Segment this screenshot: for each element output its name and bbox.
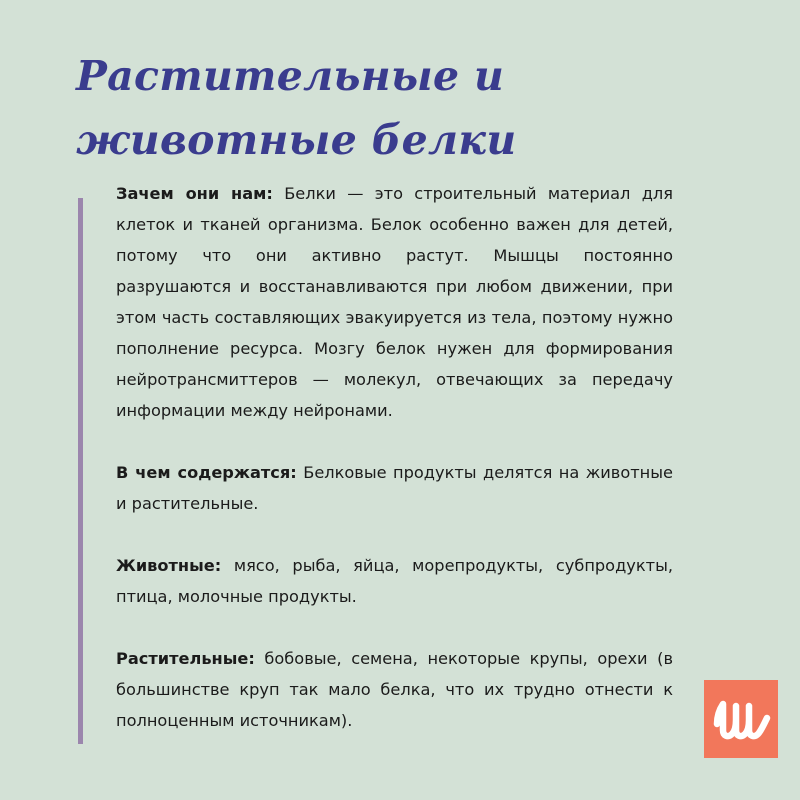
accent-bar [78, 198, 83, 744]
script-sh-letter-icon [704, 680, 778, 758]
section-plant [116, 643, 673, 736]
section-heading: В чем содержатся: [116, 463, 297, 482]
brand-logo [704, 680, 778, 758]
section-text: бобовые, семена, некоторые крупы, орехи (в большинстве круп так мало белка, что их трудно отнести к полноценным источникам). [116, 649, 673, 730]
section-heading: Растительные: [116, 649, 255, 668]
section-why [116, 178, 673, 426]
section-animal [116, 550, 673, 612]
section-text: мясо, рыба, яйца, морепродукты, субпродукты, птица, молочные продукты. [116, 556, 673, 606]
section-text: Белки — это строительный материал для клеток и тканей организма. Белок особенно важен для детей, потому что они активно растут. Мышцы постоянно разрушаются и восстанавливаются при любом движении, при этом часть составляющих эвакуируется из тела, поэтому нужно пополнение ресурса. Мозгу белок нужен для формирования нейротрансмиттеров — молекул, отвечающих за передачу информации между нейронами. [116, 184, 674, 420]
page-title: Растительные и животные белки [76, 52, 517, 164]
section-heading: Зачем они нам: [116, 184, 273, 203]
section-text: Белковые продукты делятся на животные и растительные. [116, 463, 673, 513]
article-body [116, 178, 673, 736]
section-sources [116, 457, 673, 519]
section-heading: Животные: [116, 556, 222, 575]
